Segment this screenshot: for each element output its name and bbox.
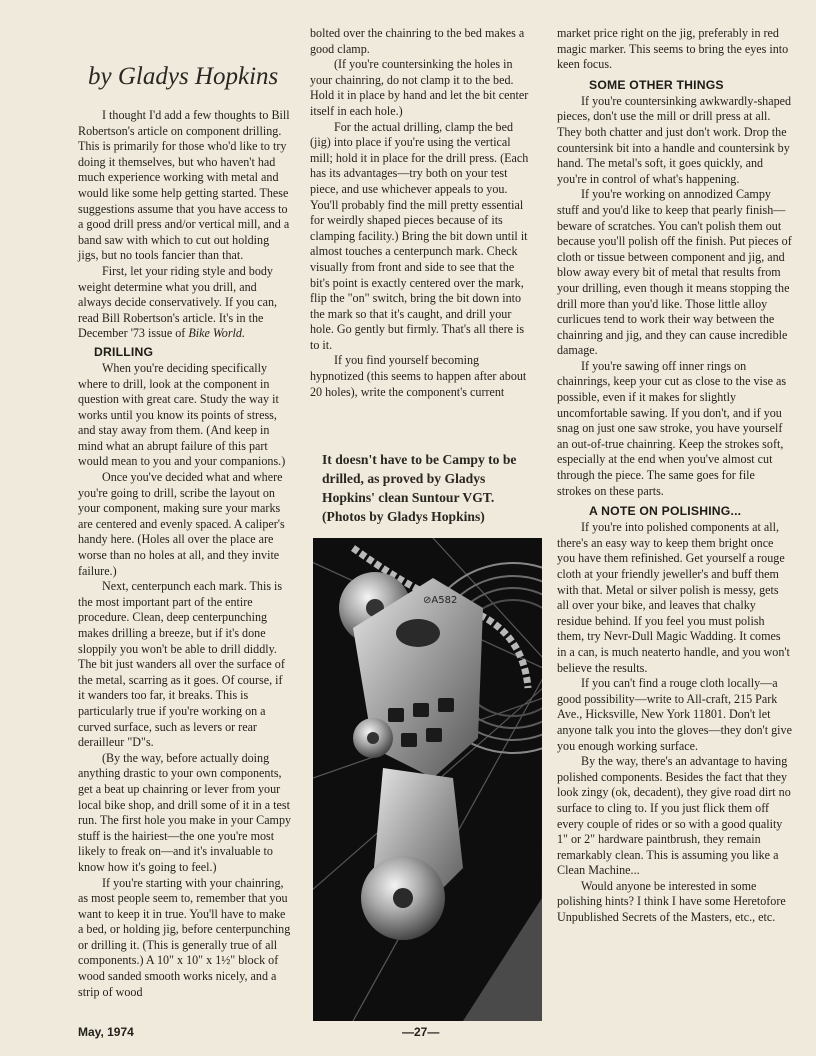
- column-2: [310, 26, 530, 400]
- magazine-title: Bike World.: [188, 326, 245, 341]
- paragraph: When you're deciding specifically where to drill, look at the component in question with great care. Study the way it works until you know its points of stress, and stay away from them. (And keep in mind what an abrupt failure of this part would mean to you and your companions.): [78, 360, 286, 469]
- derailleur-photo: [313, 538, 542, 1021]
- paragraph: [78, 264, 292, 342]
- paragraph: If you're into polished components at all, there's an easy way to keep them bright once you have them refinished. Get yourself a rouge cloth at your friendly jeweller's and buff them with that. Metal or silver polish is messy, gets all over your bike, and leaves that chalky residue behind. If you feel you must polish them, try Nevr-Dull Magic Wadding. It comes in a can, is much neaterto handle, and you won't believe the results.: [557, 520, 790, 675]
- paragraph: If you find yourself becoming hypnotized (this seems to happen after about 20 holes), write the component's current: [310, 353, 527, 399]
- paragraph: (By the way, before actually doing anything drastic to your own components, get a beat up chainring or lever from your local bike shop, and drill some of it in a test run. The first hole you make in your Campy stuff is the hairiest—the one you're most likely to freak on—and it's invaluable to know how it's going to feel.): [78, 750, 292, 874]
- paragraph: Once you've decided what and where you're going to drill, scribe the layout on your component, making sure your marks are centered and evenly spaced. A caliper's handy here. (Holes all over the place are worse than no holes at all, and they invite failure.): [78, 470, 285, 578]
- paragraph: If you're starting with your chainring, as most people seem to, remember that you want to keep it in true. You'll have to make a bed, or holding jig, before centerpunching or drilling it. (This is generally true of all components.) A 10" x 10" x 1½" block of wood sanded smooth works nicely, and a strip of wood: [78, 875, 291, 999]
- paragraph: If you can't find a rouge cloth locally—a good possibility—write to All-craft, 215 Park Ave., Hicksville, New York 11801. Don't let anyone talk you into the gloves—they don't give you enough working surface.: [557, 676, 792, 753]
- page-number: —27—: [402, 1025, 440, 1039]
- paragraph: For the actual drilling, clamp the bed (jig) into place if you're using the vertical mill; hold it in place for the drill press. (Each has its advantages—try both on your test piece, and use whichever appeals to you. You'll probably find the mill pretty essential for weirdly shaped pieces because of its clamping facility.) Bring the bit down until it almost touches a centerpunch mark. Check visually from front and side to see that the bit's point is exactly centered over the mark, flip the "on" switch, bring the bit down into the mark so that it's caught, and drill your hole. Go gently but firmly. That's all there is to it.: [310, 119, 529, 352]
- column-3: [557, 26, 792, 926]
- section-heading-other-things: SOME OTHER THINGS: [589, 77, 724, 92]
- paragraph: (If you're countersinking the holes in your chainring, do not clamp it to the bed. Hold it in place by hand and let the bit center itself in each hole.): [310, 57, 529, 118]
- paragraph: By the way, there's an advantage to having polished components. Besides the fact that they look zingy (ok, decadent), they give road dirt no surface to cling to. If you just flick them off every couple of rides or so with a good quality 1" or 2" hardware paintbrush, they remain remarkably clean. This is assuming you like a Clean Machine...: [557, 754, 791, 878]
- photo-caption: It doesn't have to be Campy to be drilled, as proved by Gladys Hopkins' clean Suntour VGT. (Photos by Gladys Hopkins): [322, 452, 517, 524]
- byline: by Gladys Hopkins: [88, 63, 279, 90]
- section-heading-drilling: DRILLING: [94, 344, 154, 359]
- paragraph: If you're working on annodized Campy stuff and you'd like to keep that pearly finish—beware of scratches. You can't polish them out because you'll polish off the finish. Put pieces of cloth or tissue between component and jig, and blow away every bit of metal that results from your drilling, even though it means stopping the drill more than you'd like. Those little alloy curlicues tend to work their way between the chainring and jig, and they can cause incredible damage.: [557, 187, 792, 358]
- paragraph: market price right on the jig, preferably in red magic marker. This seems to bring the eyes into keen focus.: [557, 26, 789, 72]
- paragraph: bolted over the chainring to the bed makes a good clamp.: [310, 26, 525, 56]
- column-1: [78, 62, 292, 1000]
- derailleur-illustration: [313, 538, 542, 1021]
- paragraph: Next, centerpunch each mark. This is the most important part of the entire procedure. Clean, deep centerpunching makes drilling a breeze, but if it's done sloppily you won't be able to drill diddly. The bit just wanders all over the surface of the metal, scarring as it goes. Of course, if it wanders too far, it breaks. This is particularly true if you're working on a curved surface, such as levers or rear derailleur "D"s.: [78, 579, 285, 750]
- paragraph: Would anyone be interested in some polishing hints? I think I have some Heretofore Unpublished Secrets of the Masters, etc., etc.: [557, 878, 786, 925]
- paragraph: If you're sawing off inner rings on chainrings, keep your cut as close to the vise as possible, even if it makes for slightly uncomfortable sawing. If you don't, and if you snag on just one saw stroke, you have yourself an out-of-true chainring. Keep the strokes soft, especially at the end when you've almost cut through the piece. The same goes for file strokes on these parts.: [557, 358, 787, 498]
- paragraph-text: First, let your riding style and body weight determine what you drill, and always decide conservatively. If you can, read Bill Robertson's article. It's in the December '73 issue of: [78, 263, 278, 341]
- paragraph: If you're countersinking awkwardly-shaped pieces, don't use the mill or drill press at all. They both chatter and just don't work. Drop the countersink bit into a handle and countersink by hand. The metal's soft, it goes quickly, and you're in control of what's happening.: [557, 93, 792, 186]
- section-heading-polishing: A NOTE ON POLISHING...: [589, 504, 742, 519]
- footer-date: May, 1974: [78, 1025, 134, 1039]
- part-number-marking: ⊘A582: [423, 595, 458, 606]
- paragraph: I thought I'd add a few thoughts to Bill Robertson's article on component drilling. This is primarily for those who'd like to try doing it themselves, but who haven't had much experience working with metal and would like some help getting started. These suggestions assume that you have access to a good drill press and/or vertical mill, and a band saw with which to cut out holding jigs, but no tools fancier than that.: [78, 108, 290, 263]
